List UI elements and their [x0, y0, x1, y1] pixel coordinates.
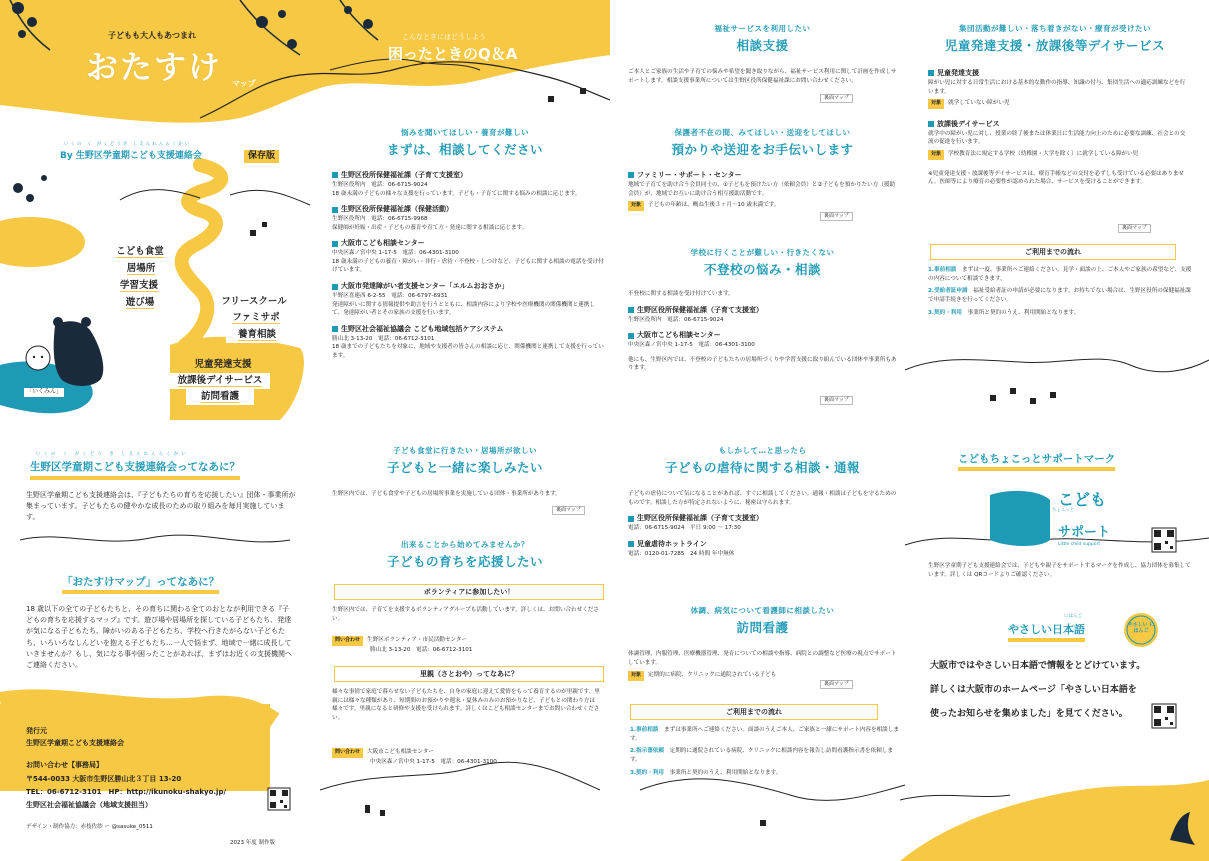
publisher-contact-label: お問い合わせ【事務局】	[26, 761, 103, 769]
by-line: By 生野区学童期こども支援連絡会	[60, 151, 202, 161]
welfare-title: 相談支援	[736, 37, 789, 53]
map-pond	[0, 217, 85, 267]
by-line-ruby: いくの く がくどうき しえんれんらくかい	[64, 142, 192, 147]
welfare-header: 福祉サービスを利用したい 相談支援	[620, 24, 905, 55]
mark-logo-small: ちょこっと	[1052, 508, 1075, 513]
list-item: 1.事前相談 まずは事業所へご連絡ください。面談のうえご本人、ご家族と一緒にサポート内容を相談します。	[630, 727, 899, 742]
support-title: 子どもの育ちを応援したい	[386, 553, 543, 569]
list-item: 生野区役所保健福祉課（子育て支援室）	[332, 170, 604, 181]
about-council-ruby: いくの く がくどう き しえんれんらくかい	[36, 452, 189, 457]
volunteer-body: 生野区内では、子育てを支援するボランティアグループも活動しています。詳しくは、お問い合わせください。	[332, 607, 599, 622]
ikumin-label: 「いくみん」	[26, 388, 63, 395]
qr-code-publisher	[268, 788, 290, 810]
about-council-title: 生野区学童期こども支援連絡会ってなあに？	[30, 460, 240, 480]
escort-map-ref[interactable]: 裏面マップ	[820, 212, 853, 221]
qr-code-easy-japanese	[1152, 704, 1176, 728]
list-item: 3.契約・利用 事業所と契約のうえ、利用開始となります。	[630, 769, 782, 776]
easy-japanese-badge: やさしい にほんご	[1127, 622, 1155, 634]
map-label-jido-hattatsu: 児童発達支援	[194, 359, 252, 370]
nursing-flow	[630, 722, 900, 777]
yellow-footer-shape	[900, 780, 1209, 861]
map-label-gakushu-shien: 学習支援	[108, 278, 170, 294]
dev-flow	[928, 262, 1192, 317]
dev-block: 児童発達支援 障がい児に対する日常生活における基本的な動作の指導、知識の付与、集団生活への適応訓練などを行います。 対象 就学していない障がい児 放課後デイサービス 就学中の障がい児に対し、授業の終了後または休業日に生活能力向上のために必要な訓練、社会との交流の促進を行います。 対象 学校教育法に規定する学校（幼稚園・大学を除く）に就学している障がい児 ※児童発達支援・放課後等デイサービスは、療育手帳などの交付を必ずしも受けている必要はありません。医師等により療育の必要性が認められた場合、サービスを受けることができます。	[928, 62, 1190, 187]
school-block: 不登校に関する相談を受け付けています。 生野区役所保健福祉課（子育て支援室） 生野区役所内 電話：06-6715-9024 大阪市こども相談センター 中央区森ノ宮中央 1-17-5 電話：06-4301-3100 他にも、生野区内では、不登校の子どもたちの居場所づくりや学習支援に取り組んでいる団体や事業所もあります。	[628, 290, 900, 373]
dev-header: 集団活動が難しい・落ち着きがない・療育が受けたい 児童発達支援・放課後等デイサービス	[910, 24, 1200, 55]
nursing-map-ref[interactable]: 裏面マップ	[820, 680, 853, 689]
map-road	[182, 165, 222, 345]
escort-header: 保護者不在の間、みてほしい・送迎をしてほしい 預かりや送迎をお手伝いします	[620, 128, 905, 159]
cafeteria-header: 子ども食堂に行きたい・居場所が欲しい 子どもと一緒に楽しみたい	[320, 446, 610, 477]
cafeteria-title: 子どもと一緒に楽しみたい	[386, 459, 543, 475]
list-item: 生野区社会福祉協議会 こども地域包括ケアシステム	[332, 324, 604, 335]
qr-code-mark	[1152, 528, 1176, 552]
mark-body: 生野区学童期子ども支援連絡会では、子どもや親子をサポートするマークを作成し、協力団体を募集しています。詳しくは QRコードよりご確認ください。	[928, 563, 1191, 578]
map-label-homon-kango: 訪問看護	[186, 389, 254, 405]
mark-title: こどもちょこっとサポートマーク	[958, 452, 1115, 471]
volunteer-contact: 問い合わせ 生野区ボランティア・市民活動センター 勝山北 3-13-20 電話：06-6712-3101	[332, 636, 604, 654]
mark-logo-line2: サポート	[1058, 525, 1111, 540]
school-map-ref[interactable]: 裏面マップ	[820, 396, 853, 405]
escort-block: ファミリー・サポート・センター 地域で子育てを助け合う会員同士の、①子どもを預けたい方（依頼会員）と②子どもを預かりたい方（援助会員）が、地域でお互いに助け合う相互援助活動です。 対象 子どもの年齢は、概ね生後３ヶ月〜10 歳未満です。	[628, 164, 900, 211]
easy-line2: 詳しくは大阪市のホームページ「やさしい日本語を	[930, 685, 1137, 695]
map-label-kodomo-shokudo: こども食堂	[108, 244, 172, 260]
qa-subtitle: こんなときにはどうしよう	[402, 33, 486, 41]
list-item: 大阪市こども相談センター	[628, 330, 900, 341]
escort-title: 預かりや送迎をお手伝いします	[671, 141, 854, 157]
about-council-body: 生野区学童期こども支援連絡会は、『子どもたちの育ちを応援したい』団体・事業所が集まっています。子どもたちの健やかな成長のための取り組みを毎月実施しています。	[26, 491, 296, 522]
nursing-title: 訪問看護	[736, 619, 789, 635]
production-year: 2023 年度 制作版	[230, 840, 275, 846]
consult-header: 悩みを聞いてほしい・養育が難しい まずは、相談してください	[320, 128, 610, 159]
map-label-famisapo: ファミサポ	[224, 310, 288, 326]
about-map-body: 18 歳以下の全ての子どもたちと、その育ちに関わる全てのおとなが利用できる『子どもの育ちを応援するマップ』です。遊び場や居場所を探している子どもたち、発達が気になる子どもたち、障がいのある子どもたち、学校へ行きたがらない子どもたち、いろいろなしんどいを抱える子どもたち…一人で悩まず、地域で一緒に成長していきませんか？もし、気になる事や困ったことがあれば、まずはお近くの支援機関へご連絡ください。	[26, 605, 292, 669]
list-item: 生野区役所保健福祉課（子育て支援室）	[628, 305, 900, 316]
satooya-contact: 問い合わせ 大阪市こども相談センター 中央区森ノ宮中央 1-17-5 電話：06-4301-3100	[332, 748, 604, 766]
publisher-name: 生野区学童期こども支援連絡会	[26, 739, 124, 747]
abuse-header: もしかして…と思ったら 子どもの虐待に関する相談・通報	[620, 446, 905, 477]
consult-list: 生野区役所保健福祉課（子育て支援室） 生野区役所内 電話：06-6715-9024 18 歳未満の子どもの様々な支援を行っています。子ども・子育てに関する悩みの相談に応じます。 生野区役所保健福祉課（保健活動） 生野区役所内 電話：06-6715-9968 保健師が妊娠・出産・子どもの養育や育て方・発達に関する相談に応じます。 大阪市こども相談センター 中央区森ノ宮中央 1-17-5 電話：06-4301-3100 18 歳未満の子どもの養育・障がい・非行・虐待・不登校・しつけなど、子どもに関する相談の電話を受け付けています。 大阪市発達障がい者支援センター「エルムおおさか」 平野区喜連西 6-2-55 電話：06-6797-6931 発達障がいに関する情報提供や助言を行うとともに、相談内容により学校や医療機関の関係機関と連携して、発達障がい者とその家族の支援を行います。 生野区社会福祉協議会 こども地域包括ケアシステム 勝山北 3-13-20 電話：06-6712-3101 18 歳までの子どもたちを対象に、地域や支援者の皆さんの相談に応じ、関係機関と連携して支援を行っています。	[332, 171, 604, 360]
map-label-asobiba: 遊び場	[112, 295, 168, 311]
bear-illustration	[54, 321, 104, 386]
welfare-body: ご本人とご家族の生活や子育ての悩みや希望を聞き取りながら、福祉サービス利用に関して計画を作成しサポートします。相談支援事業所については生野区役所保健福祉課にお問い合わせください。	[628, 69, 897, 84]
edition-badge: 保存版	[244, 150, 279, 163]
map-label-free-school: フリースクール	[221, 296, 287, 307]
easy-line1: 大阪市ではやさしい日本語で情報をとどけています。	[930, 661, 1146, 671]
mark-logo-line1: こども	[1058, 490, 1107, 509]
satooya-box: 里親（さとおや）ってなあに？	[334, 666, 604, 682]
map-label-hokago-day: 放課後デイサービス	[170, 373, 270, 389]
list-item: 大阪市こども相談センター	[332, 238, 604, 249]
qa-title: 困ったときのQ＆A	[388, 45, 518, 63]
support-mark-logo-shape	[990, 491, 1050, 546]
nursing-flow-title: ご利用までの流れ	[630, 704, 878, 720]
publisher-address: 〒544-0033 大阪市生野区勝山北３丁目 13-20	[26, 775, 182, 783]
design-credit: デザイン・制作協力：赤枝佐紗 ー @sasuke_0511	[26, 824, 153, 830]
cafeteria-map-ref[interactable]: 裏面マップ	[552, 506, 585, 515]
abuse-title: 子どもの虐待に関する相談・通報	[664, 459, 860, 475]
dev-map-ref[interactable]: 裏面マップ	[1118, 224, 1151, 233]
satooya-body: 様々な事情で家庭で暮らせない子どもたちを、自身の家庭に迎えて愛情をもって養育するのが里親です。里親には様々な種類があり、短期間のお預かりや週末・夏休みのみのお預かりなど、子どもとの関わり方は様々です。里親になると研修や支援を受けられます。詳しくはこども相談センターまでお問い合わせください。	[332, 689, 600, 721]
cover-tagline: 子どもも大人もあつまれ	[108, 31, 196, 40]
about-map-title: 「おたすけマップ」ってなあに？	[62, 575, 219, 594]
dev-title: 児童発達支援・放課後等デイサービス	[944, 37, 1166, 53]
list-item: 2.指示書依頼 定期的に通院されている病院、クリニックに相談内容を報告し訪問看護指示書を依頼します。	[630, 748, 894, 763]
map-label-ibasho: 居場所	[112, 261, 170, 277]
list-item: ファミリー・サポート・センター	[628, 170, 900, 181]
ikumin-mascot	[26, 346, 50, 370]
dev-flow-title: ご利用までの流れ	[930, 244, 1176, 260]
map-label-yoiku-sodan: 養育相談	[226, 327, 288, 343]
mark-logo-en: Little child support	[1058, 542, 1101, 547]
volunteer-box: ボランティアに参加したい！	[334, 584, 604, 600]
easy-line3: 使ったお知らせを集めました」を見てください。	[930, 709, 1128, 719]
list-item: 3.契約・利用 事業所と契約のうえ、利用開始となります。	[928, 309, 1080, 316]
publisher-tel-hp[interactable]: TEL：06-6712-3101 HP：http://ikunoku-shakyo.jp/	[26, 788, 227, 796]
list-item: 放課後デイサービス	[928, 119, 1190, 130]
list-item: 児童虐待ホットライン	[628, 539, 900, 550]
list-item: 大阪市発達障がい者支援センター「エルムおおさか」	[332, 281, 604, 292]
nursing-header: 体調、病気について看護師に相談したい 訪問看護	[620, 606, 905, 637]
school-header: 学校に行くことが難しい・行きたくない 不登校の悩み・相談	[620, 248, 905, 279]
cover-title-suffix: マップ	[232, 79, 256, 88]
list-item: 児童発達支援	[928, 68, 1190, 79]
list-item: 2.受給者証申請 福祉受給者証の申請が必要になります。お持ちでない場合は、生野区役所の保健福祉課で申請手続きを行ってください。	[928, 288, 1191, 303]
publisher-org: 生野区社会福祉協議会（地域支援担当）	[26, 801, 152, 809]
publisher-label: 発行元	[26, 727, 47, 735]
school-title: 不登校の悩み・相談	[703, 261, 821, 277]
nursing-body: 体調管理、内服管理、医療機器管理、発育についての相談や指導、病院との調整など医療の視点でサポートしています。 対象 定期的に病院、クリニックに通院されている子ども	[628, 650, 900, 681]
abuse-block: 子どもの虐待について気になることがあれば、すぐに相談してください。通報・相談は子どもを守るためのものです。相談した方が特定されないように、秘密は守られます。 生野区役所保健福祉課（子育て支援室） 電話：06-6715-9024 平日 9:00 〜 17:30 児童虐待ホットライン 電話：0120-01-7285 24 時間 年中無休	[628, 490, 900, 558]
welfare-map-ref[interactable]: 裏面マップ	[820, 94, 853, 103]
list-item: 1.事前相談 まずは一度、事業所へご連絡ください。見学・面談の上、ご本人やご家族の希望など、支援の内容について相談できます。	[928, 267, 1192, 282]
list-item: 生野区役所保健福祉課（子育て支援室）	[628, 513, 900, 524]
consult-title: まずは、相談してください	[386, 141, 543, 157]
easy-title: やさしい日本語	[1008, 622, 1085, 642]
easy-title-ruby: にほんご	[1064, 614, 1082, 619]
list-item: 生野区役所保健福祉課（保健活動）	[332, 204, 604, 215]
support-header: 出来ることから始めてみませんか？ 子どもの育ちを応援したい	[320, 540, 610, 571]
cover-title: おたすけ	[86, 48, 223, 86]
cafeteria-body: 生野区内では、子ども食堂や子どもの居場所事業を実施している団体・事業所があります。	[332, 491, 561, 497]
